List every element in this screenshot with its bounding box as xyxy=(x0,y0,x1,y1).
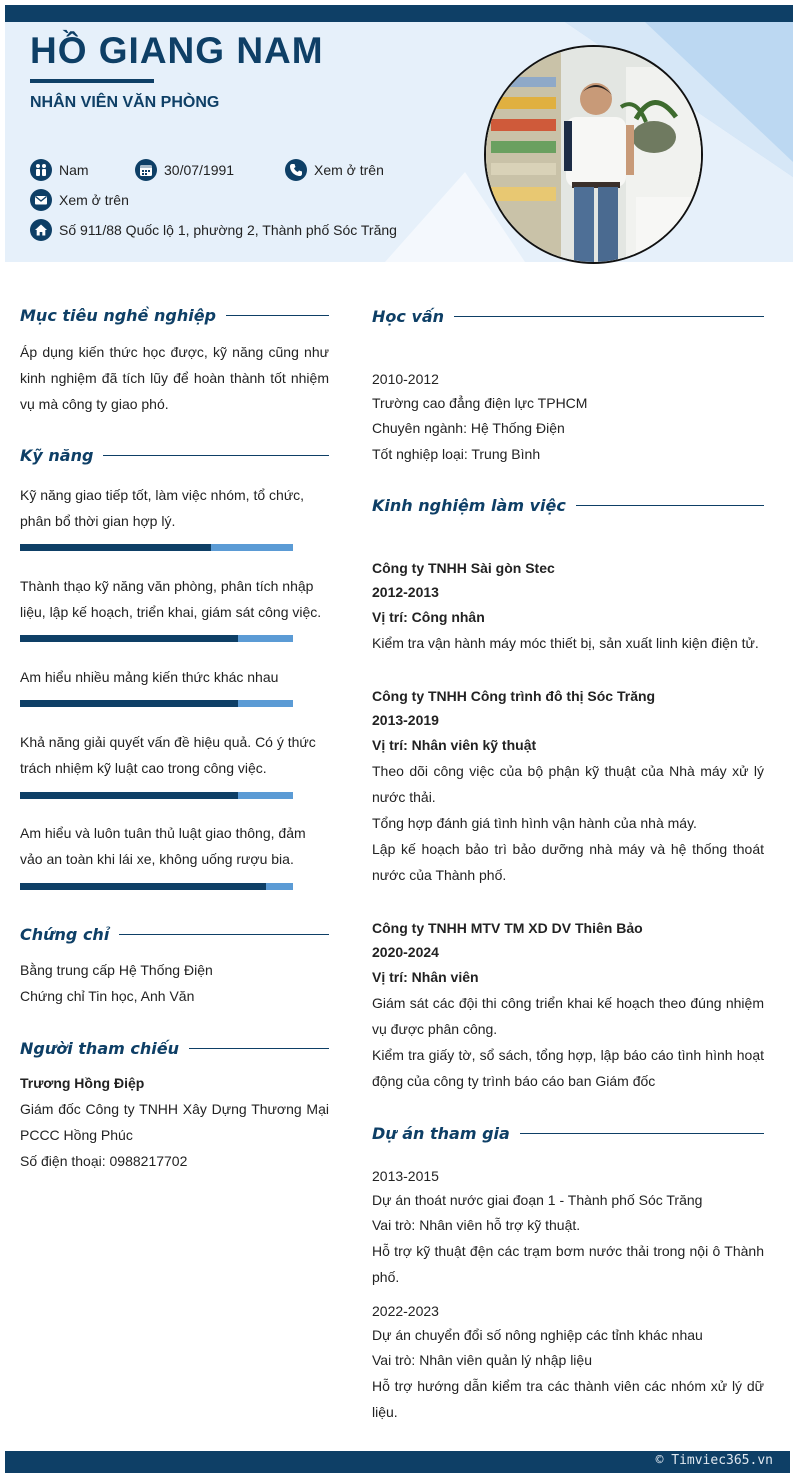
job-company: Công ty TNHH MTV TM XD DV Thiên Bảo xyxy=(372,920,643,936)
reference-phone: Số điện thoại: 0988217702 xyxy=(20,1153,188,1169)
skill-text: Thành thạo kỹ năng văn phòng, phân tích nhập liệu, lập kế hoạch, triển khai, giám sát công việc. xyxy=(20,578,322,620)
project-role: Vai trò: Nhân viên quản lý nhập liệu xyxy=(372,1352,592,1368)
skill-bar xyxy=(20,792,293,799)
birthday-text: 30/07/1991 xyxy=(164,162,235,178)
certificates-heading xyxy=(20,925,329,944)
education-period: 2010-2012 xyxy=(372,371,439,387)
project-name: Dự án thoát nước giai đoạn 1 - Thành phố Sóc Trăng xyxy=(372,1192,703,1208)
career-goal-text: Áp dụng kiến thức học được, kỹ năng cũng như kinh nghiệm đã tích lũy để hoàn thành tốt nhiệm vụ mà công ty giao phó. xyxy=(20,344,329,412)
skill-bar-fill xyxy=(20,635,238,642)
education-grade: Tốt nghiệp loại: Trung Bình xyxy=(372,446,541,462)
skill-text: Khả năng giải quyết vấn đề hiệu quả. Có ý thức trách nhiệm kỹ luật cao trong công việc. xyxy=(20,734,316,776)
email-text: Xem ở trên xyxy=(59,192,129,208)
gender-icon xyxy=(30,159,52,181)
home-icon xyxy=(30,219,52,241)
job-description: Lập kế hoạch bảo trì bảo dưỡng nhà máy và hệ thống thoát nước của Thành phố. xyxy=(372,841,764,883)
job-position: Vị trí: Công nhân xyxy=(372,609,485,625)
candidate-name: HỒ GIANG NAM xyxy=(30,30,324,71)
reference-role: Giám đốc Công ty TNHH Xây Dựng Thương Mại PCCC Hồng Phúc xyxy=(20,1101,329,1143)
references-heading xyxy=(20,1039,329,1058)
project-name: Dự án chuyển đổi số nông nghiệp các tỉnh khác nhau xyxy=(372,1327,703,1343)
education-major: Chuyên ngành: Hệ Thống Điện xyxy=(372,420,565,436)
skill-bar xyxy=(20,544,293,551)
phone-text: Xem ở trên xyxy=(314,162,384,178)
email-icon xyxy=(30,189,52,211)
project-period: 2022-2023 xyxy=(372,1303,439,1319)
skills-heading-text: Kỹ năng xyxy=(20,446,94,465)
skill-bar-fill xyxy=(20,883,266,890)
experience-heading xyxy=(372,496,764,515)
job-description: Kiểm tra vận hành máy móc thiết bị, sản xuất linh kiện điện tử. xyxy=(372,635,759,651)
certificates-heading-text: Chứng chỉ xyxy=(20,925,110,944)
skill-bar xyxy=(20,883,293,890)
skills-heading xyxy=(20,446,329,465)
project-period: 2013-2015 xyxy=(372,1168,439,1184)
project-role: Vai trò: Nhân viên hỗ trợ kỹ thuật. xyxy=(372,1217,581,1233)
education-heading-text: Học vấn xyxy=(372,307,445,326)
gender-info xyxy=(30,159,89,181)
avatar xyxy=(484,45,703,264)
skill-bar xyxy=(20,700,293,707)
top-bar xyxy=(5,5,793,22)
education-school: Trường cao đẳng điện lực TPHCM xyxy=(372,395,588,411)
skill-bar-fill xyxy=(20,792,238,799)
gender-text: Nam xyxy=(59,162,89,178)
references-heading-text: Người tham chiếu xyxy=(20,1039,179,1058)
address-info xyxy=(30,219,397,241)
job-period: 2013-2019 xyxy=(372,712,439,728)
skill-bar-fill xyxy=(20,700,238,707)
career-goal-heading-text: Mục tiêu nghề nghiệp xyxy=(20,306,216,325)
skill-text: Am hiểu nhiều mảng kiến thức khác nhau xyxy=(20,669,279,685)
skill-text: Kỹ năng giao tiếp tốt, làm việc nhóm, tổ chức, phân bổ thời gian hợp lý. xyxy=(20,487,305,529)
watermark: © Timviec365.vn xyxy=(655,1453,773,1468)
job-description: Tổng hợp đánh giá tình hình vận hành của nhà máy. xyxy=(372,815,697,831)
education-heading xyxy=(372,307,764,326)
certificate-item: Chứng chỉ Tin học, Anh Văn xyxy=(20,988,195,1004)
job-period: 2020-2024 xyxy=(372,944,439,960)
address-text: Số 911/88 Quốc lộ 1, phường 2, Thành phố Sóc Trăng xyxy=(59,222,397,238)
project-description: Hỗ trợ hướng dẫn kiểm tra các thành viên các nhóm xử lý dữ liệu. xyxy=(372,1378,764,1420)
name-underline xyxy=(30,79,154,83)
job-description: Theo dõi công việc của bộ phận kỹ thuật của Nhà máy xử lý nước thải. xyxy=(372,763,764,805)
job-position: Vị trí: Nhân viên kỹ thuật xyxy=(372,737,537,753)
certificate-item: Bằng trung cấp Hệ Thống Điện xyxy=(20,962,213,978)
career-goal-heading xyxy=(20,306,329,325)
job-company: Công ty TNHH Sài gòn Stec xyxy=(372,560,555,576)
email-info xyxy=(30,189,129,211)
projects-heading xyxy=(372,1124,764,1143)
reference-name: Trương Hồng Điệp xyxy=(20,1075,145,1091)
job-description: Giám sát các đội thi công triển khai kế hoạch theo đúng nhiệm vụ được phân công. xyxy=(372,995,764,1037)
job-company: Công ty TNHH Công trình đô thị Sóc Trăng xyxy=(372,688,656,704)
skill-text: Am hiểu và luôn tuân thủ luật giao thông, đảm vảo an toàn khi lái xe, không uống rượu bia. xyxy=(20,825,306,867)
calendar-icon xyxy=(135,159,157,181)
birthday-info xyxy=(135,159,234,181)
phone-icon xyxy=(285,159,307,181)
job-title: NHÂN VIÊN VĂN PHÒNG xyxy=(30,94,220,111)
job-position: Vị trí: Nhân viên xyxy=(372,969,479,985)
projects-heading-text: Dự án tham gia xyxy=(372,1124,510,1143)
experience-heading-text: Kinh nghiệm làm việc xyxy=(372,496,566,515)
skill-bar-fill xyxy=(20,544,211,551)
project-description: Hỗ trợ kỹ thuật đện các trạm bơm nước thải trong nội ô Thành phố. xyxy=(372,1243,764,1285)
job-period: 2012-2013 xyxy=(372,584,439,600)
job-description: Kiểm tra giấy tờ, sổ sách, tổng hợp, lập báo cáo tình hình hoạt động của công ty trình báo cáo ban Giám đốc xyxy=(372,1047,764,1089)
skill-bar xyxy=(20,635,293,642)
phone-info xyxy=(285,159,384,181)
